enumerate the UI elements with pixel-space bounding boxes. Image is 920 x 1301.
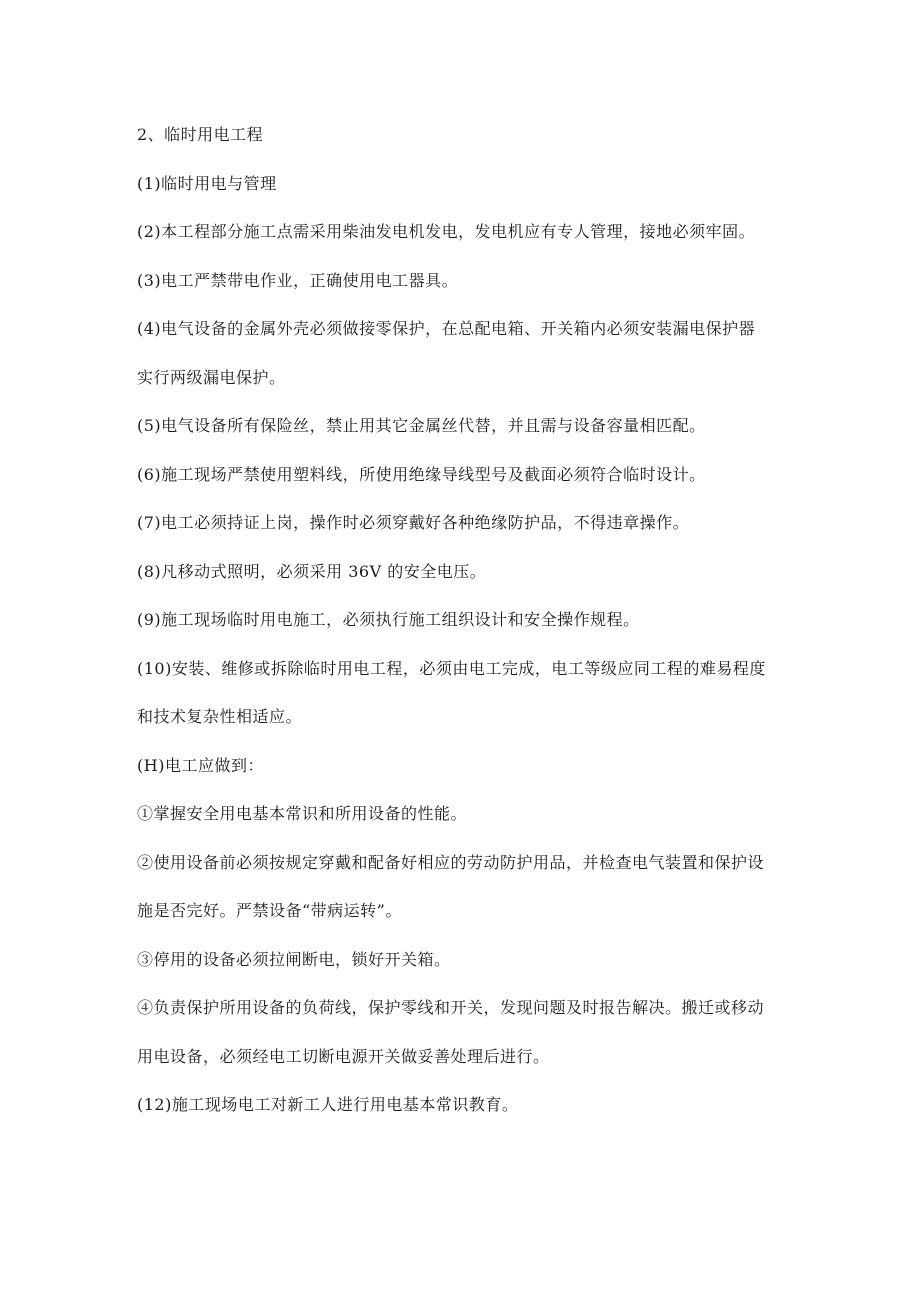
list-item: ①掌握安全用电基本常识和所用设备的性能。 — [137, 804, 468, 823]
list-item: ④负责保护所用设备的负荷线，保护零线和开关，发现问题及时报告解决。搬迁或移动 — [137, 998, 765, 1017]
paragraph-line: (7)电工必须持证上岗，操作时必须穿戴好各种绝缘防护品，不得违章操作。 — [137, 513, 690, 532]
paragraph-line: (8)凡移动式照明，必须采用 36V 的安全电压。 — [137, 561, 487, 581]
paragraph-line: (2)本工程部分施工点需采用柴油发电机发电，发电机应有专人管理，接地必须牢固。 — [137, 222, 756, 241]
paragraph-line: (4)电气设备的金属外壳必须做接零保护，在总配电箱、开关箱内必须安装漏电保护器 — [137, 319, 756, 338]
paragraph-line: (6)施工现场严禁使用塑料线，所使用绝缘导线型号及截面必须符合临时设计。 — [137, 464, 706, 484]
paragraph-line: (H)电工应做到： — [137, 755, 264, 775]
list-item: ②使用设备前必须按规定穿戴和配备好相应的劳动防护用品，并检查电气装置和保护设 — [137, 852, 765, 872]
paragraph-line: (10)安装、维修或拆除临时用电工程，必须由电工完成，电工等级应同工程的难易程度 — [137, 658, 766, 678]
paragraph-line: (5)电气设备所有保险丝，禁止用其它金属丝代替，并且需与设备容量相匹配。 — [137, 416, 706, 435]
subsection-heading: (1)临时用电与管理 — [137, 173, 277, 193]
paragraph-line: (3)电工严禁带电作业，正确使用电工器具。 — [137, 270, 459, 290]
list-item: ③停用的设备必须拉闸断电，锁好开关箱。 — [137, 949, 451, 969]
list-item: 用电设备，必须经电工切断电源开关做妥善处理后进行。 — [137, 1046, 550, 1066]
paragraph-line: (9)施工现场临时用电施工，必须执行施工组织设计和安全操作规程。 — [137, 610, 640, 629]
paragraph-line: (12)施工现场电工对新工人进行用电基本常识教育。 — [137, 1095, 519, 1114]
list-item: 施是否完好。严禁设备“带病运转”。 — [137, 901, 402, 920]
paragraph-line: 和技术复杂性相适应。 — [137, 707, 303, 726]
paragraph-line: 实行两级漏电保护。 — [137, 367, 286, 387]
section-heading: 2、临时用电工程 — [137, 125, 264, 144]
document-body — [137, 120, 787, 1139]
